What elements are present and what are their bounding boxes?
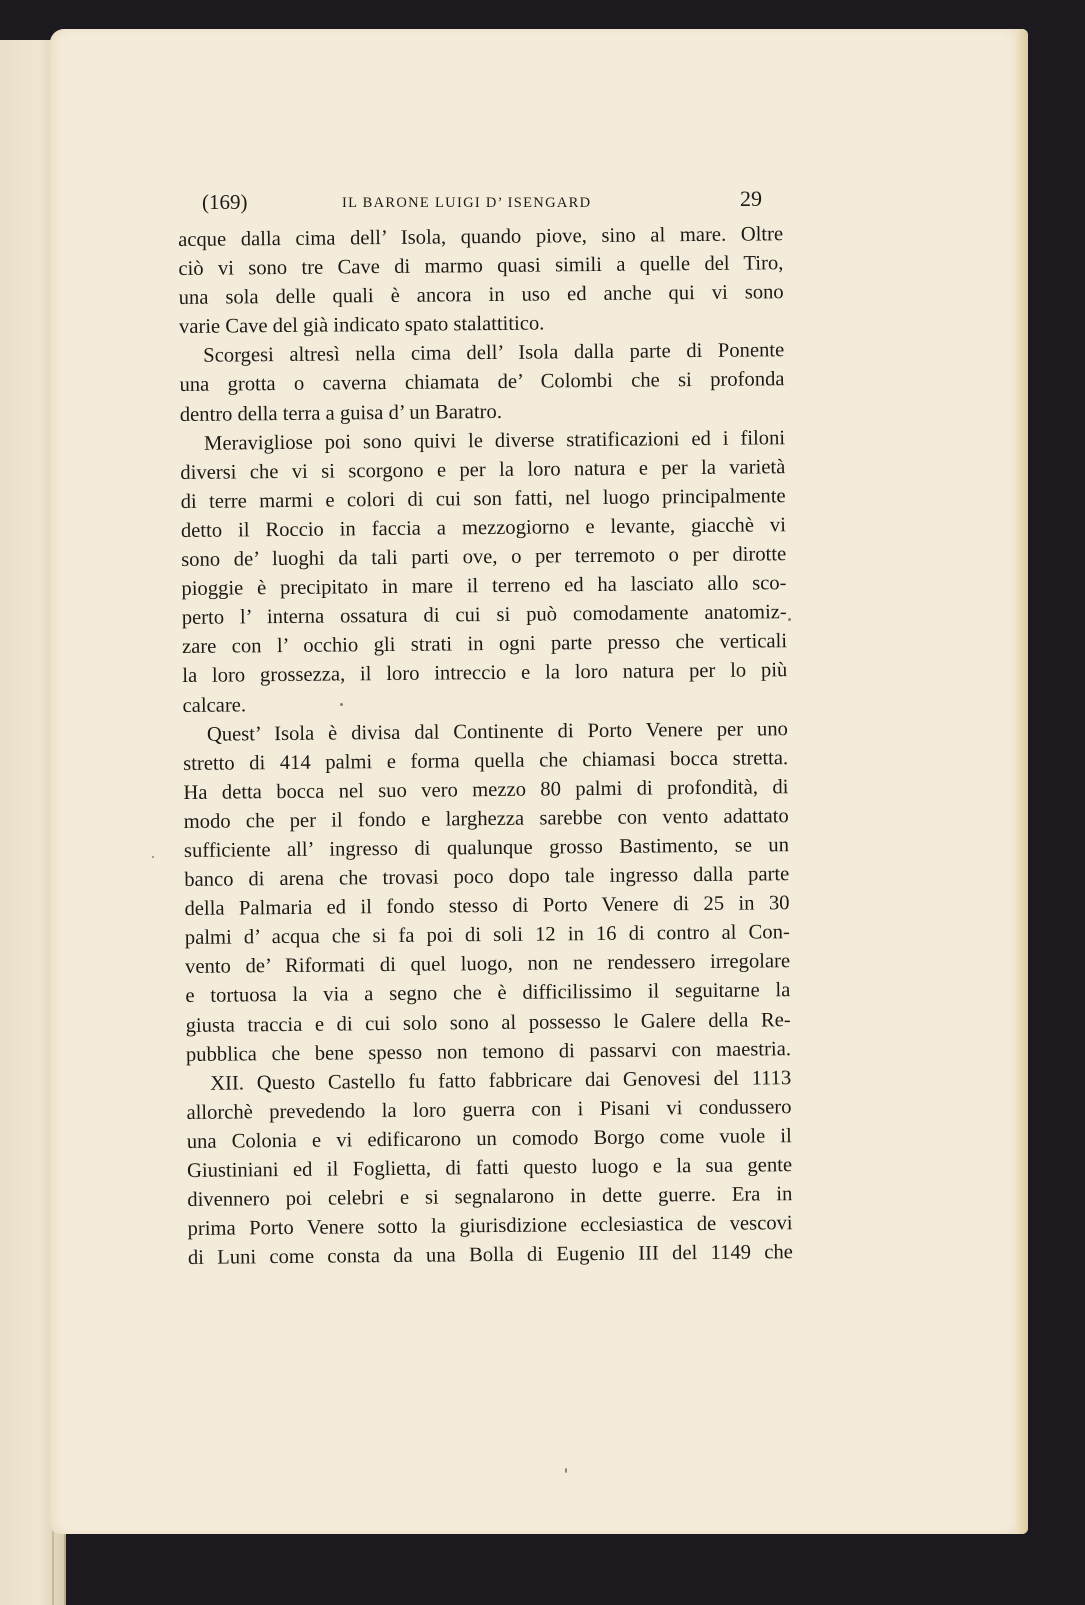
text-line: una sola delle quali è ancora in uso ed anche qui vi sono <box>178 281 784 310</box>
text-line: dentro della terra a guisa d’ un Baratro. <box>179 400 503 426</box>
text-line: detto il Roccio in faccia a mezzogiorno e levante, giacchè vi <box>180 514 787 542</box>
text-line: una grotta o caverna chiamata de’ Colombi che si profonda <box>179 368 785 397</box>
text-line: allorchè prevedendo la loro guerra con i Pisani vi condussero <box>186 1095 792 1124</box>
text-line: palmi d’ acqua che si fa poi di soli 12 in 16 di contro al Con- <box>184 921 790 950</box>
running-title: IL BARONE LUIGI D’ ISENGARD <box>342 195 592 211</box>
text-line: perto l’ interna ossatura di cui si può comodamente anatomiz- <box>181 601 787 630</box>
text-line: pubblica che bene spesso non temono di passarvi con maestria. <box>185 1037 792 1066</box>
text-line: sufficiente all’ ingresso di qualunque grosso Bastimento, se un <box>183 834 790 862</box>
text-line: vento de’ Riformati di quel luogo, non ne rendessero irregolare <box>185 950 791 979</box>
paper-speck <box>565 1468 567 1473</box>
text-line: banco di arena che trovasi poco dopo tale ingresso dalla parte <box>184 863 790 892</box>
text-line: Giustiniani ed il Foglietta, di fatti questo luogo e la sua gente <box>186 1154 793 1182</box>
paragraph-start-line: Scorgesi altresì nella cima dell’ Isola dalla parte di Ponente <box>203 339 785 368</box>
text-line: la loro grossezza, il loro intreccio e la loro natura per lo più <box>182 659 788 688</box>
paper-speck <box>788 618 791 621</box>
text-line: di Luni come consta da una Bolla di Eugenio III del 1149 che <box>187 1241 793 1270</box>
paragraph-start-line: Quest’ Isola è divisa dal Continente di Porto Venere per uno <box>206 717 788 746</box>
paragraph-start-line: Meravigliose poi sono quivi le diverse stratificazioni ed i filoni <box>203 426 786 455</box>
text-line: ciò vi sono tre Cave di marmo quasi simili a quelle del Tiro, <box>178 252 784 281</box>
text-line: Ha detta bocca nel suo vero mezzo 80 palmi di profondità, di <box>183 775 789 804</box>
page-number: 29 <box>740 186 762 211</box>
paragraph-start-line: XII. Questo Castello fu fatto fabbricare dai Genovesi del 1113 <box>210 1066 792 1095</box>
text-line: diversi che vi si scorgono e per la loro natura e per la varietà <box>180 455 786 484</box>
text-line: di terre marmi e colori di cui son fatti, nel luogo principalmente <box>180 485 786 513</box>
text-line: zare con l’ occhio gli strati in ogni parte presso che verticali <box>181 630 788 659</box>
body-text <box>178 220 793 1273</box>
text-line: stretto di 414 palmi e forma quella che chiamasi bocca stretta. <box>183 746 789 775</box>
paper-speck <box>152 856 154 858</box>
text-line: acque dalla cima dell’ Isola, quando piove, sino al mare. Oltre <box>178 223 784 251</box>
text-line: prima Porto Venere sotto la giurisdizione ecclesiastica de vescovi <box>187 1212 793 1241</box>
text-line: sono de’ luoghi da tali parti ove, o per terremoto o per dirotte <box>181 543 787 572</box>
paper-speck <box>340 703 343 706</box>
text-line: calcare. <box>182 693 247 717</box>
text-line: pioggie è precipitato in mare il terreno ed ha lasciato allo sco- <box>181 572 787 601</box>
text-line: modo che per il fondo e larghezza sarebbe con vento adattato <box>183 805 789 833</box>
text-line: varie Cave del già indicato spato stalattitico. <box>178 312 545 339</box>
page-header <box>192 186 782 220</box>
text-line: della Palmaria ed il fondo stesso di Porto Venere di 25 in 30 <box>184 892 790 921</box>
folio-number: (169) <box>202 190 248 214</box>
text-line: divennero poi celebri e si segnalarono in dette guerre. Era in <box>187 1183 793 1212</box>
text-line: e tortuosa la via a segno che è difficilissimo il seguitarne la <box>185 979 791 1008</box>
text-line: una Colonia e vi edificarono un comodo Borgo come vuole il <box>186 1125 792 1153</box>
text-line: giusta traccia e di cui solo sono al possesso le Galere della Re- <box>185 1008 791 1037</box>
page-edge <box>1016 29 1028 1534</box>
